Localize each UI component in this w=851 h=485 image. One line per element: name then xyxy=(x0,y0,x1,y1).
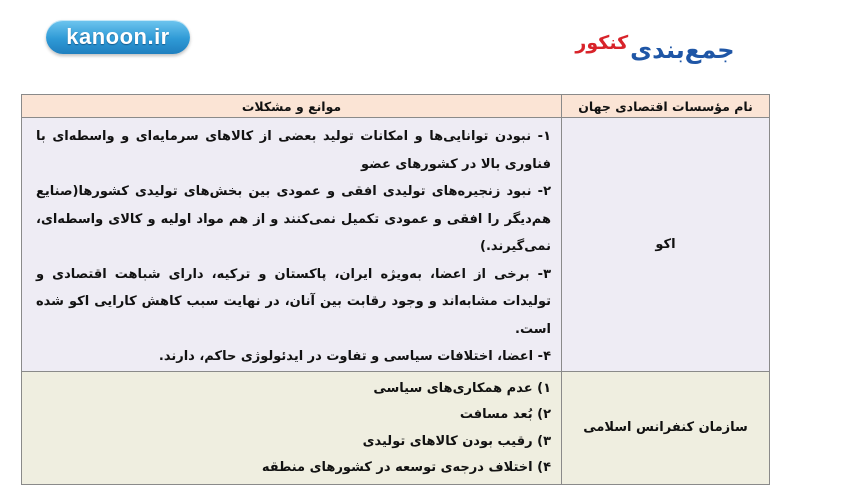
table-header-row xyxy=(22,95,770,118)
header-obstacles: موانع و مشکلات xyxy=(22,95,562,118)
obstacles-list-eco xyxy=(22,118,562,372)
jambandi-konkur-logo xyxy=(560,22,750,62)
list-item: ۲) بُعد مسافت xyxy=(459,407,551,422)
list-item: ۲- نبود زنجیره‌های تولیدی افقی و عمودی بین بخش‌های تولیدی کشورها(صنایع هم‌دیگر را افقی و عمودی تکمیل نمی‌کنند و از هم مواد اولیه و کالای واسطه‌ای، نمی‌گیرند.) xyxy=(36,184,551,254)
list-item: ۳) رقیب بودن کالاهای تولیدی xyxy=(362,433,551,449)
list-item: ۴) اختلاف درجه‌ی توسعه در کشورهای منطقه xyxy=(261,460,551,475)
obstacles-list-oic xyxy=(22,371,562,484)
list-item: ۳- برخی از اعضا، به‌ویژه ایران، پاکستان و ترکیه، دارای شباهت اقتصادی و تولیدات مشابه‌اند و وجود رقابت بین آنان، در نهایت سبب کاهش کارایی اکو شده است. xyxy=(36,266,551,337)
table-row-oic xyxy=(22,371,770,484)
organization-name-oic: سازمان کنفرانس اسلامی xyxy=(562,371,770,484)
logo-word-jambandi: جمع‌بندی xyxy=(630,36,735,64)
list-item: ۱- نبودن توانایی‌ها و امکانات تولید بعضی از کالاهای سرمایه‌ای و واسطه‌ای با فناوری بالا در کشورهای عضو xyxy=(36,129,551,172)
organization-name-eco: اکو xyxy=(562,118,770,372)
logo-word-konkur: کنکور xyxy=(575,32,629,54)
header-organization-name: نام مؤسسات اقتصادی جهان xyxy=(562,95,770,118)
economic-organizations-table xyxy=(21,94,770,485)
kanoon-logo xyxy=(46,20,190,54)
list-item: ۴- اعضا، اختلافات سیاسی و تفاوت در ایدئولوژی حاکم، دارند. xyxy=(158,349,551,364)
list-item: ۱) عدم همکاری‌های سیاسی xyxy=(373,380,551,396)
table-row-eco xyxy=(22,118,770,372)
kanoon-logo-text: kanoon.ir xyxy=(66,24,170,49)
